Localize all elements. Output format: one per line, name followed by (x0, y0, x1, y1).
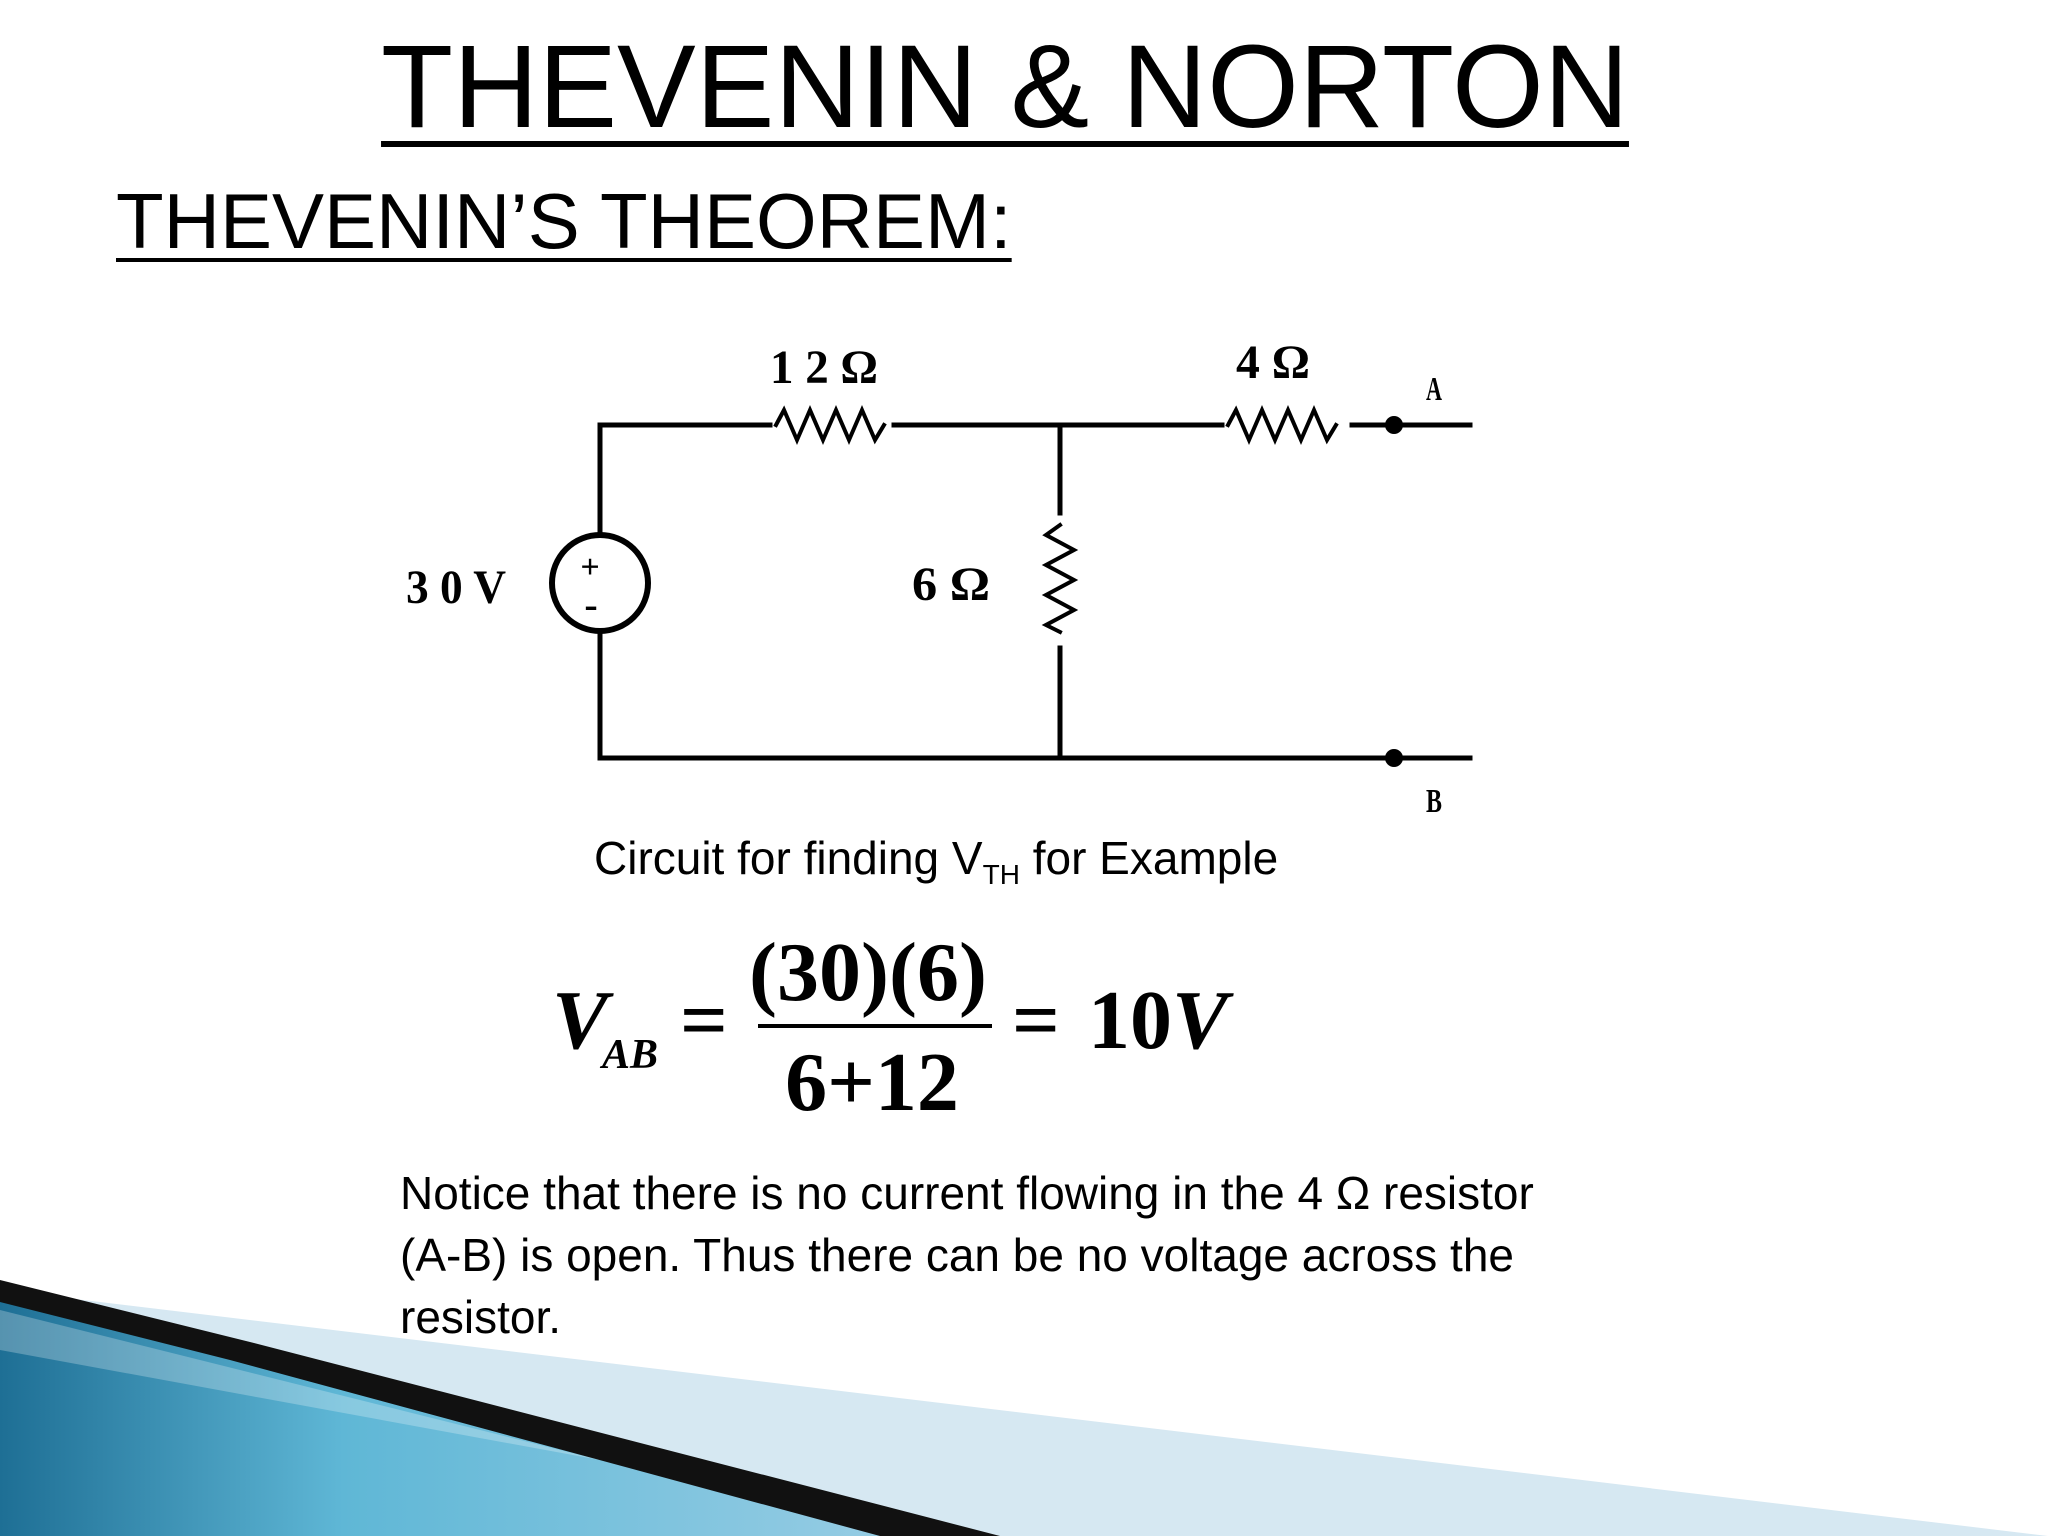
formula-denominator: 6+12 (785, 1036, 959, 1129)
caption-subscript: TH (982, 859, 1020, 890)
section-heading: THEVENIN’S THEOREM: (116, 177, 1012, 265)
note-line: (A-B) is open. Thus there can be no voltage across the (400, 1229, 1514, 1281)
resistor-4-ohm-label: 4 Ω (1236, 336, 1310, 389)
formula-result-unit: V (1172, 974, 1229, 1067)
node-b-label: B (1426, 783, 1442, 820)
formula-result-equals: = (1012, 974, 1060, 1067)
decorative-swoosh (0, 1280, 2048, 1536)
figure-caption: Circuit for finding $V_{TH}$ for Example (594, 832, 1279, 890)
formula-lhs-variable: V (552, 974, 609, 1067)
slide-title: THEVENIN & NORTON (381, 21, 1629, 153)
resistor-12-ohm-label: 1 2 Ω (770, 341, 878, 394)
formula-lhs-subscript: AB (602, 1032, 659, 1078)
formula-equals-sign: = (680, 974, 728, 1067)
node-a-label: A (1426, 371, 1443, 408)
source-voltage-label: 3 0 V (406, 561, 507, 614)
source-plus-sign: + (580, 549, 600, 586)
source-minus-sign: - (584, 582, 598, 627)
note-line: Notice that there is no current flowing in the 4 Ω resistor (400, 1167, 1534, 1219)
resistor-6-ohm-label: 6 Ω (912, 558, 990, 611)
note-line: resistor. (400, 1291, 562, 1343)
formula-result-value: 10 (1088, 974, 1172, 1067)
formula-numerator: (30)(6) (749, 926, 987, 1019)
